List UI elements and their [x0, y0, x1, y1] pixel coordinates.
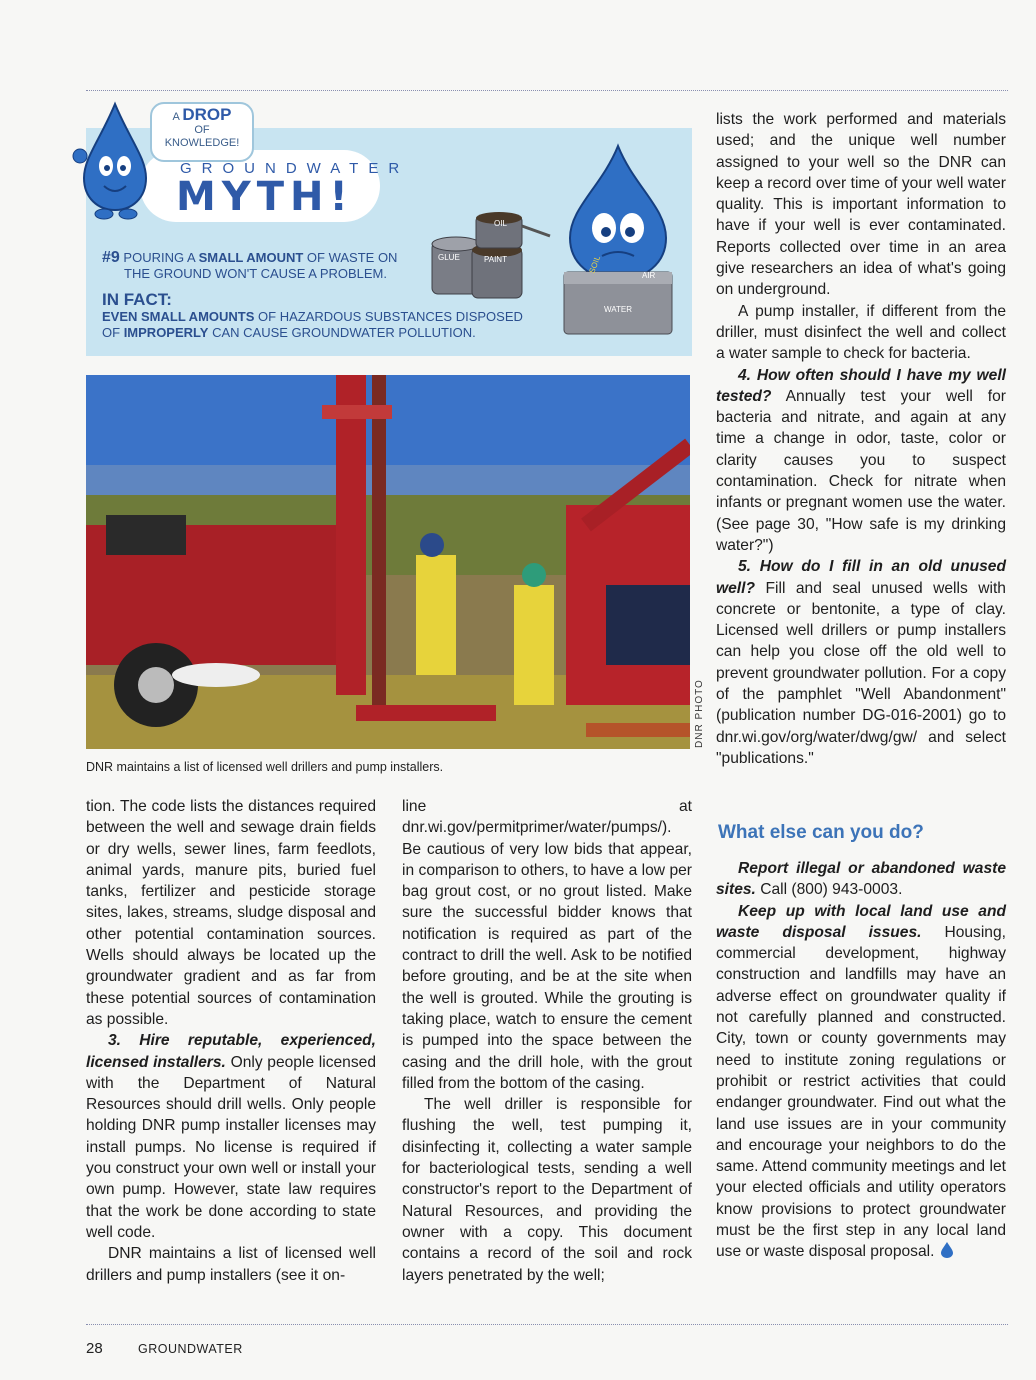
photo-credit: DNR PHOTO — [694, 679, 705, 748]
col1-paragraph-3: DNR maintains a list of licensed well drillers and pump installers (see it on- — [86, 1245, 376, 1284]
can-label-paint: PAINT — [484, 255, 507, 264]
page-number: 28 — [86, 1340, 103, 1357]
myth-number: #9 — [102, 249, 120, 266]
photo-caption: DNR maintains a list of licensed well drillers and pump installers. — [86, 760, 444, 774]
water-drop-mascot-icon — [70, 100, 160, 222]
col1-paragraph-1: tion. The code lists the distances required between the well and sewage drain fields or dry wells, sewer lines, farm feedlots, animal yards, manure pits, buried fuel tanks, fertilizer and pesticide storage sites, lakes, streams, sludge disposal and other potential contamination sources. Wells should always be located up the groundwater gradient and as far from these potential sources of contamination as possible. — [86, 798, 376, 1028]
badge-knowledge: KNOWLEDGE! — [164, 137, 240, 149]
col1-paragraph-2-text: Only people licensed with the Department of Natural Resources should drill wells. Only people holding DNR pump installer licenses may install pumps. No license is required if you construct your own well or install your own pump. However, state law requires that the work be done according to state well code. — [86, 1053, 376, 1241]
col3-subhead-report: Report illegal or abandoned waste sites. — [716, 860, 1006, 899]
fact-part-1: OF HAZARDOUS SUBSTANCES DISPOSED — [258, 309, 523, 324]
can-label-oil: OIL — [494, 219, 507, 228]
col3-paragraph-4-text: Fill and seal unused wells with concrete or bentonite, a type of clay. Licensed well drillers or pump installers can help you close off the old well to prevent groundwater pollution. For a copy of the pamphlet "Well Abandonment" (publication number DG-016-2001) go to dnr.wi.gov/org/water/dwg/gw/ and select "publications." — [716, 579, 1006, 767]
groundwater-label: GROUNDWATER — [180, 160, 410, 177]
fact-bold-2: IMPROPERLY — [123, 325, 209, 340]
col3-paragraph-5-text: Call (800) 943-0003. — [760, 881, 903, 899]
col2-paragraph-2: The well driller is responsible for flushing the well, test pumping it, disinfecting it, collecting a water sample for bacteriological tests, sending a well constructor's report to the Department of Natural Resources, and providing the owner with a copy. This document contains a record of the soil and rock layers penetrated by the well; — [402, 1096, 692, 1284]
col3-paragraph-2: A pump installer, if different from the driller, must disinfect the well and collect a water sample to check for bacteria. — [716, 302, 1006, 363]
statement-part-2: OF WASTE ON — [306, 250, 398, 265]
col3-paragraph-1: lists the work performed and materials used; and the unique well number assigned to your well so the DNR can keep a record over time of your well water quality. This is important information to have if your well is ever contaminated. Reports collected over time in an area give researchers an idea of what's going on underground. — [716, 111, 1006, 299]
statement-part-3: THE GROUND WON'T CAUSE A PROBLEM. — [124, 266, 388, 281]
col3-paragraph-3 — [716, 365, 1006, 557]
fact-text — [102, 309, 542, 341]
col3-paragraph-6-text: Housing, commercial development, highway construction and landfills may have an adverse effect on groundwater quality if not carefully planned and constructed. City, town or county governments may need to institute zoning regulations or prohibit or restrict activities that could endanger groundwater. Find out what the land use issues are in your community and encourage your neighbors to do the same. Attend community meetings and let your elected officials and utility operators know provisions to protect groundwater must be the first step in any local land use or waste disposal proposal. — [716, 923, 1006, 1261]
box-label-water: WATER — [604, 305, 632, 314]
column-3-top — [716, 109, 1006, 769]
fact-part-3: CAN CAUSE GROUNDWATER POLLUTION. — [212, 325, 476, 340]
badge-a: A — [172, 111, 180, 123]
section-heading: What else can you do? — [718, 822, 924, 843]
col3-subhead-5: 5. How do I fill in an old unused well? — [716, 558, 1006, 597]
statement-bold: SMALL AMOUNT — [198, 250, 304, 265]
drop-of-knowledge-badge — [150, 102, 254, 162]
column-2 — [402, 796, 692, 1286]
col3-paragraph-5 — [716, 858, 1006, 901]
column-1 — [86, 796, 376, 1286]
fact-bold-1: EVEN SMALL AMOUNTS — [102, 309, 255, 324]
myth-statement — [102, 250, 432, 282]
waste-cans-illustration — [428, 212, 558, 302]
col3-subhead-4: 4. How often should I have my well tested? — [716, 366, 1006, 405]
worried-drop-icon — [552, 140, 688, 340]
well-drilling-photo — [86, 375, 690, 749]
col3-paragraph-4 — [716, 556, 1006, 769]
statement-part-1: POURING A — [123, 250, 195, 265]
badge-of: OF — [194, 124, 210, 136]
col3-paragraph-3-text: Annually test your well for bacteria and nitrate, and again at any time a change in odor, taste, color or clarity causes you to suspect contamination. Check for nitrate when infants or pregnant women use the water. (See page 30, "How safe is my drinking water?") — [716, 387, 1006, 554]
col2-paragraph-1: line at dnr.wi.gov/permitprimer/water/pumps/). Be cautious of very low bids that appear, in comparison to others, to have a low per bag grout cost, or no grout listed. Make sure the successful bidder knows that notification is required as part of the contract to drill the well. Ask to be notified before grouting, and be at the site when the well is grouted. While the grouting is taking place, watch to ensure the cement is pumped into the space between the casing and the drill hole, with the grout filled from the bottom of the casing. — [402, 798, 692, 1092]
bottom-dotted-rule — [86, 1324, 1008, 1325]
col1-paragraph-2 — [86, 1030, 376, 1243]
col3-subhead-land-use: Keep up with local land use and waste disposal issues. — [716, 902, 1006, 941]
end-drop-icon — [939, 1241, 955, 1259]
can-label-glue: GLUE — [438, 253, 460, 262]
footer-section-label: GROUNDWATER — [138, 1342, 243, 1356]
box-label-soil: SOIL — [587, 254, 603, 275]
col1-subhead-3: 3. Hire reputable, experienced, licensed installers. — [86, 1032, 376, 1071]
col3-paragraph-6 — [716, 901, 1006, 1263]
column-3-bottom — [716, 858, 1006, 1263]
top-dotted-rule — [86, 90, 1008, 91]
badge-drop: DROP — [182, 105, 232, 124]
myth-title: MYTH! — [176, 174, 354, 220]
fact-part-2: OF — [102, 325, 121, 340]
in-fact-heading: IN FACT: — [102, 290, 172, 309]
box-label-air: AIR — [642, 271, 656, 280]
